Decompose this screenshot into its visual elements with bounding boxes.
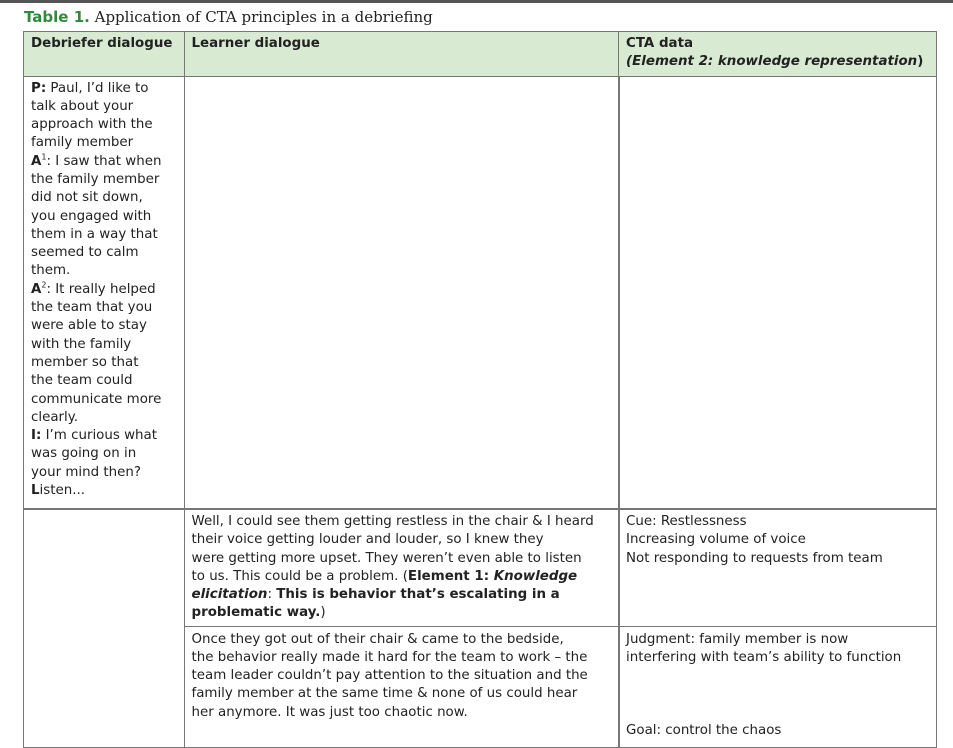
text-segment: isten... [39,483,85,499]
text-line [31,134,177,152]
text-segment: seemed to calm [31,245,139,261]
text-segment: the team could [31,373,133,389]
row2-cta [618,508,937,627]
text-segment: Cue: Restlessness [626,514,747,529]
text-segment: I’m curious what [41,428,157,444]
text-segment: them in a way that [31,226,158,242]
row3-learner [184,626,620,748]
text-segment: Knowledge [493,568,578,584]
text-line [31,116,177,134]
text-line [31,427,177,445]
text-segment: their voice getting louder and louder, so I knew they [191,532,544,548]
row1-cta [618,76,937,510]
text-segment: the team that you [31,300,153,316]
text-line [31,445,177,463]
text-line [626,649,929,667]
text-segment: (Element 2: knowledge representation [626,54,918,70]
text-segment: CTA data [626,36,694,51]
text-line [626,704,929,722]
text-segment: her anymore. It was just too chaotic now. [191,704,468,720]
text-segment: was going on in [31,446,137,462]
text-line [626,550,929,568]
text-line [192,568,612,586]
text-line [31,35,177,53]
text-segment: them. [31,263,71,279]
text-line [31,208,177,226]
text-segment: Learner dialogue [191,36,320,51]
text-segment: clearly. [31,409,79,425]
text-segment: to us. This could be a problem. ( [191,568,408,584]
top-border [0,0,953,3]
caption-label: Table 1. [24,8,90,26]
text-segment: Goal: control the chaos [626,722,782,738]
text-segment: : I saw that when [46,153,162,169]
text-line [192,604,612,622]
text-segment: interfering with team’s ability to function [626,649,902,665]
text-line [31,317,177,335]
text-line [31,98,177,116]
text-segment: I: [31,428,42,444]
text-segment: P: [31,80,47,96]
text-line [192,667,612,685]
text-line [192,513,612,531]
text-segment: Once they got out of their chair & came to the bedside, [191,631,564,647]
text-line [31,336,177,354]
header-debriefer [23,31,185,77]
text-segment: L [31,483,40,499]
text-segment: This is behavior that’s escalating in a [276,587,560,603]
text-line [192,685,612,703]
text-segment: were getting more upset. They weren’t even able to listen [191,550,582,566]
text-line [31,299,177,317]
text-line [31,482,177,500]
text-segment: : It really helped [46,281,156,297]
text-line [626,722,929,740]
text-segment: elicitation [191,587,268,603]
text-segment: approach with the [31,117,153,133]
text-segment: were able to stay [31,318,147,334]
row2-learner [184,508,620,627]
text-segment: your mind then? [31,464,141,480]
text-line [192,550,612,568]
text-segment: communicate more [31,391,162,407]
table-caption [24,8,433,26]
text-segment: did not sit down, [31,190,143,206]
text-line [626,631,929,649]
text-segment: problematic way. [191,605,321,621]
text-line [192,531,612,549]
text-line [192,631,612,649]
text-segment: A [31,153,42,169]
text-segment: the behavior really made it hard for the team to work – the [191,649,588,665]
text-segment: : [267,587,277,603]
caption-text: Application of CTA principles in a debriefing [89,8,433,26]
row1-debriefer [23,76,185,510]
text-line [31,153,177,171]
row1-learner [184,76,620,510]
text-line [31,226,177,244]
text-segment: the family member [31,171,160,187]
text-line [192,704,612,722]
text-line [31,189,177,207]
text-segment: Not responding to requests from team [626,550,883,566]
text-line [192,586,612,604]
text-line [192,649,612,667]
text-line [31,171,177,189]
text-line [626,667,929,685]
text-line [31,244,177,262]
text-segment: talk about your [31,98,134,114]
text-segment: Paul, I’d like to [46,80,149,96]
text-line [31,281,177,299]
text-segment: Well, I could see them getting restless in the chair & I heard [191,514,594,529]
text-line [626,531,929,549]
row2-debriefer [23,508,185,748]
text-segment: 1 [41,152,47,162]
text-segment: family member [31,135,134,151]
text-segment: with the family [31,336,132,352]
text-line [192,35,612,53]
header-learner [184,31,620,77]
text-segment: member so that [31,354,139,370]
header-cta [618,31,937,77]
text-segment: Judgment: family member is now [626,631,849,647]
text-line [626,513,929,531]
text-segment: ) [320,605,326,621]
text-line [31,464,177,482]
text-segment: 2 [41,280,47,290]
text-line [31,80,177,98]
text-line [31,262,177,280]
text-segment: Increasing volume of voice [626,532,806,548]
text-line [31,391,177,409]
text-segment: ) [917,54,924,70]
text-line [31,372,177,390]
text-segment: team leader couldn’t pay attention to the situation and the [191,668,588,684]
text-segment: you engaged with [31,208,152,224]
text-line [31,354,177,372]
text-line [31,409,177,427]
text-segment: Element 1: [407,568,494,584]
text-line [626,35,929,53]
text-segment: family member at the same time & none of us could hear [191,686,578,702]
row3-cta [618,626,937,748]
text-line [626,685,929,703]
text-segment: A [31,281,42,297]
text-segment: Debriefer dialogue [31,36,173,51]
text-line [626,53,929,71]
